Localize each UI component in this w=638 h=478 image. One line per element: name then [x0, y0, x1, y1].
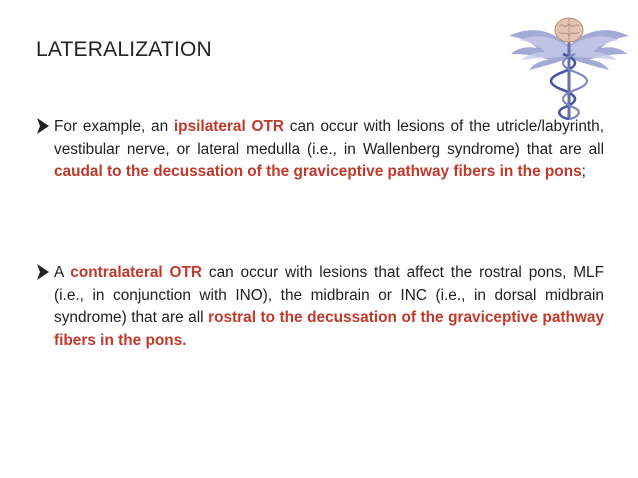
highlight-ipsilateral-otr: ipsilateral OTR: [173, 118, 285, 135]
arrow-bullet-icon: [36, 263, 50, 281]
bullet-text: For example, an ipsilateral OTR can occur with lesions of the utricle/labyrinth, vestibular nerve, or lateral medulla (i.e., in Wallenberg syndrome) that are all caudal to the decussation of the graviceptive pathway fibers in the pons;: [54, 118, 605, 180]
highlight-caudal: caudal to the decussation of the graviceptive pathway fibers in the pons: [54, 163, 582, 180]
highlight-contralateral-otr: contralateral OTR: [70, 264, 203, 281]
bullet-text: A contralateral OTR can occur with lesions that affect the rostral pons, MLF (i.e., in conjunction with INO), the midbrain or INC (i.e., in dorsal midbrain syndrome) that are all rostral to the decussation of the graviceptive pathway fibers in the pons.: [54, 264, 605, 349]
caduceus-brain-icon: [505, 2, 633, 122]
highlight-rostral: rostral to the decussation of the graviceptive pathway fibers in the pons.: [54, 309, 605, 349]
bullet-ipsilateral: [36, 116, 604, 184]
slide-title: LATERALIZATION: [36, 38, 212, 61]
arrow-bullet-icon: [36, 117, 50, 135]
bullet-contralateral: [36, 262, 604, 352]
